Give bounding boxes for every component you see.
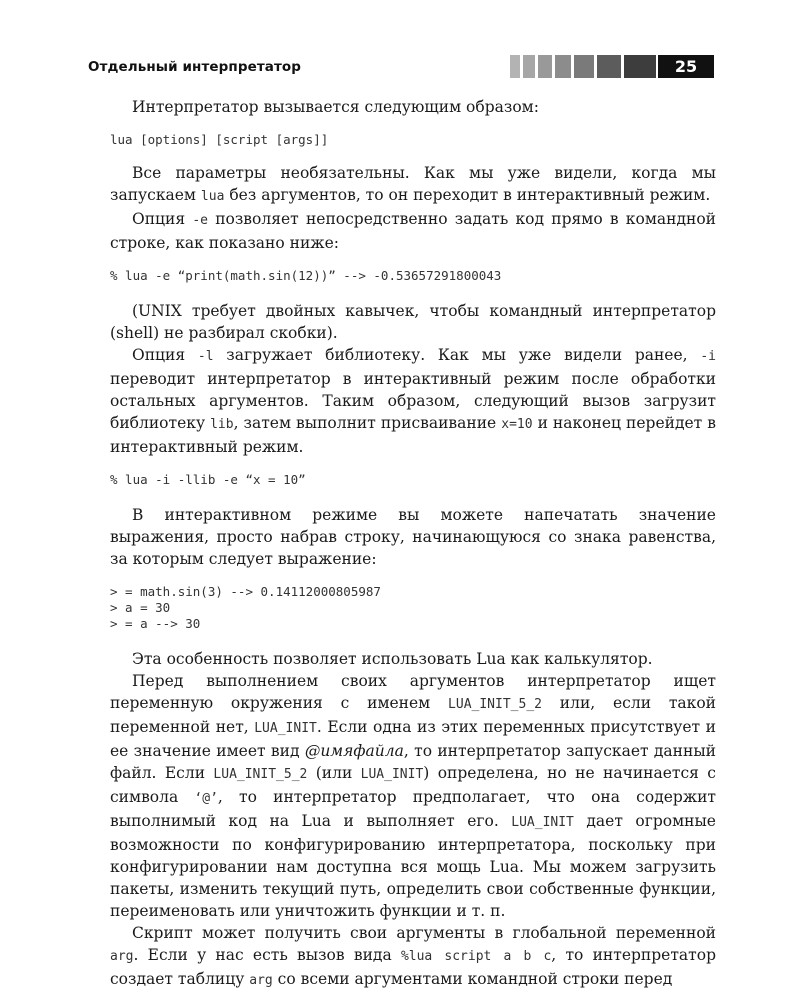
inline-code: LUA_INIT_5_2: [213, 767, 308, 782]
inline-code: LUA_INIT: [254, 721, 317, 736]
page-number: 25: [658, 55, 714, 78]
code-block: > = math.sin(3) --> 0.14112000805987 > a = 30 > = a --> 30: [110, 584, 381, 631]
paragraph: Эта особенность позволяет использовать Lua как калькулятор.: [132, 650, 653, 668]
inline-code: %lua script a b c: [400, 949, 552, 964]
bar-segment: [510, 55, 520, 78]
code-block: % lua -e “print(math.sin(12))” --> -0.53657291800043: [110, 268, 502, 283]
inline-code: LUA_INIT: [511, 815, 574, 830]
paragraph: Опция -l загружает библиотеку. Как мы уже видели ранее, -i переводит интерпретатор в интерактивный режим после обработки остальных аргументов. Таким образом, следующий вызов загрузит библиотеку lib, затем выполнит присваивание x=10 и наконец перейдет в интерактивный режим.: [110, 346, 717, 456]
bar-segment: [624, 55, 656, 78]
paragraph: Опция -e позволяет непосредственно задать код прямо в командной строке, как показано ниже:: [110, 210, 716, 252]
inline-code: -l: [197, 349, 214, 364]
inline-code: ‘@’: [194, 791, 218, 806]
inline-code: LUA_INIT: [360, 767, 424, 782]
running-header: [88, 54, 714, 80]
inline-code: LUA_INIT_5_2: [448, 697, 542, 712]
code-block: % lua -i -llib -e “x = 10”: [110, 472, 306, 487]
paragraph: Скрипт может получить свои аргументы в глобальной переменной arg. Если у нас есть вызов вида %lua script a b c, то интерпретатор создает таблицу arg со всеми аргументами командной строки перед: [110, 924, 717, 988]
inline-code: arg: [249, 973, 273, 988]
inline-code: lib: [210, 417, 234, 432]
inline-code: arg: [110, 949, 134, 964]
emphasis: @имяфайла: [304, 742, 404, 760]
bar-segment: [523, 55, 535, 78]
bar-segment: [597, 55, 621, 78]
paragraph: Интерпретатор вызывается следующим образом:: [132, 98, 539, 116]
paragraph: Перед выполнением своих аргументов интерпретатор ищет переменную окружения с именем LUA_INIT_5_2 или, если такой переменной нет, LUA_INIT. Если одна из этих переменных присутствует и ее значение имеет вид @имяфайла, то интерпретатор запускает данный файл. Если LUA_INIT_5_2 (или LUA_INIT) определена, но не начинается с символа ‘@’, то интерпретатор предполагает, что она содержит выполнимый код на Lua и выполняет его. LUA_INIT дает огромные возможности по конфигурированию интерпретатора, поскольку при конфигурировании нам доступна вся мощь Lua. Мы можем загрузить пакеты, изменить текущий путь, определить свои собственные функции, переименовать или уничтожить функции и т. п.: [110, 672, 717, 920]
paragraph: Все параметры необязательны. Как мы уже видели, когда мы запускаем lua без аргументов, то он переходит в интерактивный режим.: [110, 164, 716, 204]
code-block: lua [options] [script [args]]: [110, 132, 329, 147]
bar-segment: [574, 55, 594, 78]
inline-code: lua: [200, 189, 225, 204]
page-body: [110, 96, 716, 992]
inline-code: -e: [192, 213, 208, 228]
inline-code: x=10: [501, 417, 533, 432]
paragraph: В интерактивном режиме вы можете напечатать значение выражения, просто набрав строку, начинающуюся со знака равенства, за которым следует выражение:: [110, 506, 716, 568]
bar-segment: [555, 55, 571, 78]
section-title: Отдельный интерпретатор: [88, 59, 302, 75]
paragraph: (UNIX требует двойных кавычек, чтобы командный интерпретатор (shell) не разбирал скобки).: [110, 302, 716, 342]
bar-segment: [538, 55, 552, 78]
inline-code: -i: [700, 349, 717, 364]
